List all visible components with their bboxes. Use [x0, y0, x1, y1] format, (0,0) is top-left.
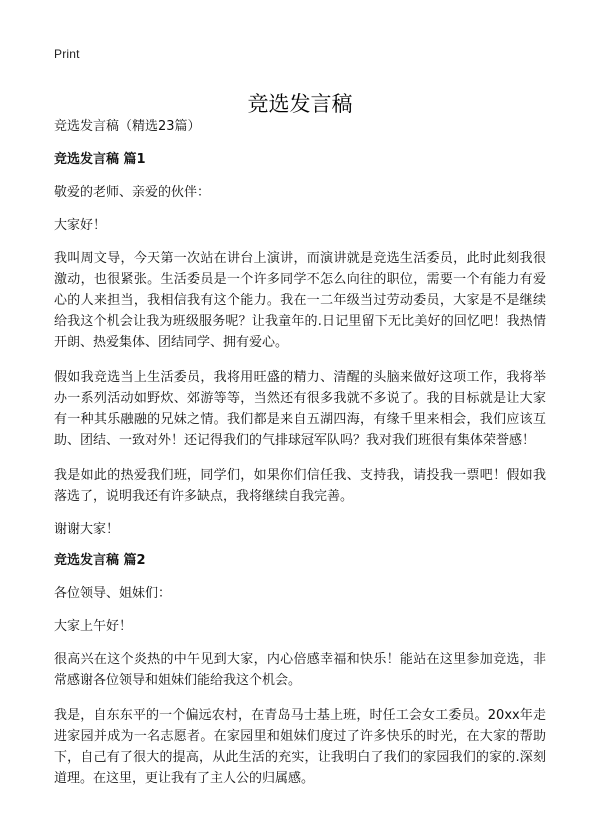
greeting-paragraph: 大家上午好！: [54, 619, 133, 634]
body-paragraph: 我叫周文导，今天第一次站在讲台上演讲，而演讲就是竞选生活委员，此时此刻我很激动，也很紧张。生活委员是一个许多同学不怎么向往的职位，需要一个有能力有爱心的人来担当，我相信我有这个能力。我在一二年级当过劳动委员，大家是不是继续给我这个机会让我为班级服务呢？让我童年的.日记里留下无比美好的回忆吧！我热情开朗、热爱集体、团结同学、拥有爱心。: [54, 251, 546, 350]
salutation-paragraph: 敬爱的老师、亲爱的伙伴：: [54, 185, 211, 200]
section-1: [54, 151, 546, 540]
section-heading: 竞选发言稿 篇1: [54, 152, 146, 167]
salutation-paragraph: 各位领导、姐妹们：: [54, 586, 172, 601]
document-subtitle: 竞选发言稿（精选23篇）: [54, 119, 201, 134]
greeting-paragraph: 大家好！: [54, 218, 107, 233]
section-2: [54, 552, 546, 789]
body-paragraph: 我是如此的热爱我们班，同学们，如果你们信任我、支持我，请投我一票吧！假如我落选了，说明我还有许多缺点，我将继续自我完善。: [54, 468, 546, 504]
closing-paragraph: 谢谢大家！: [54, 522, 120, 537]
section-heading: 竞选发言稿 篇2: [54, 553, 146, 568]
document-content: [54, 118, 546, 801]
body-paragraph: 很高兴在这个炎热的中午见到大家，内心倍感幸福和快乐！能站在这里参加竞选，非常感谢各位领导和姐妹们能给我这个机会。: [54, 652, 546, 688]
document-title: 竞选发言稿: [247, 92, 353, 117]
body-paragraph: 我是，自东东平的一个偏远农村，在青岛马士基上班，时任工会女工委员。20xx年走进家园并成为一名志愿者。在家园里和姐妹们度过了许多快乐的时光，在大家的帮助下，自己有了很大的提高，从此生活的充实，让我明白了我们的家园我们的家的.深刻道理。在这里，更让我有了主人公的归属感。: [54, 708, 546, 786]
body-paragraph: 假如我竞选当上生活委员，我将用旺盛的精力、清醒的头脑来做好这项工作，我将举办一系列活动如野炊、郊游等等，当然还有很多我就不多说了。我的目标就是让大家有一种其乐融融的兄妹之情。我们都是来自五湖四海，有缘千里来相会，我们应该互助、团结、一致对外！还记得我们的气排球冠军队吗？我对我们班很有集体荣誉感！: [54, 370, 546, 448]
print-link[interactable]: Print: [54, 47, 80, 61]
